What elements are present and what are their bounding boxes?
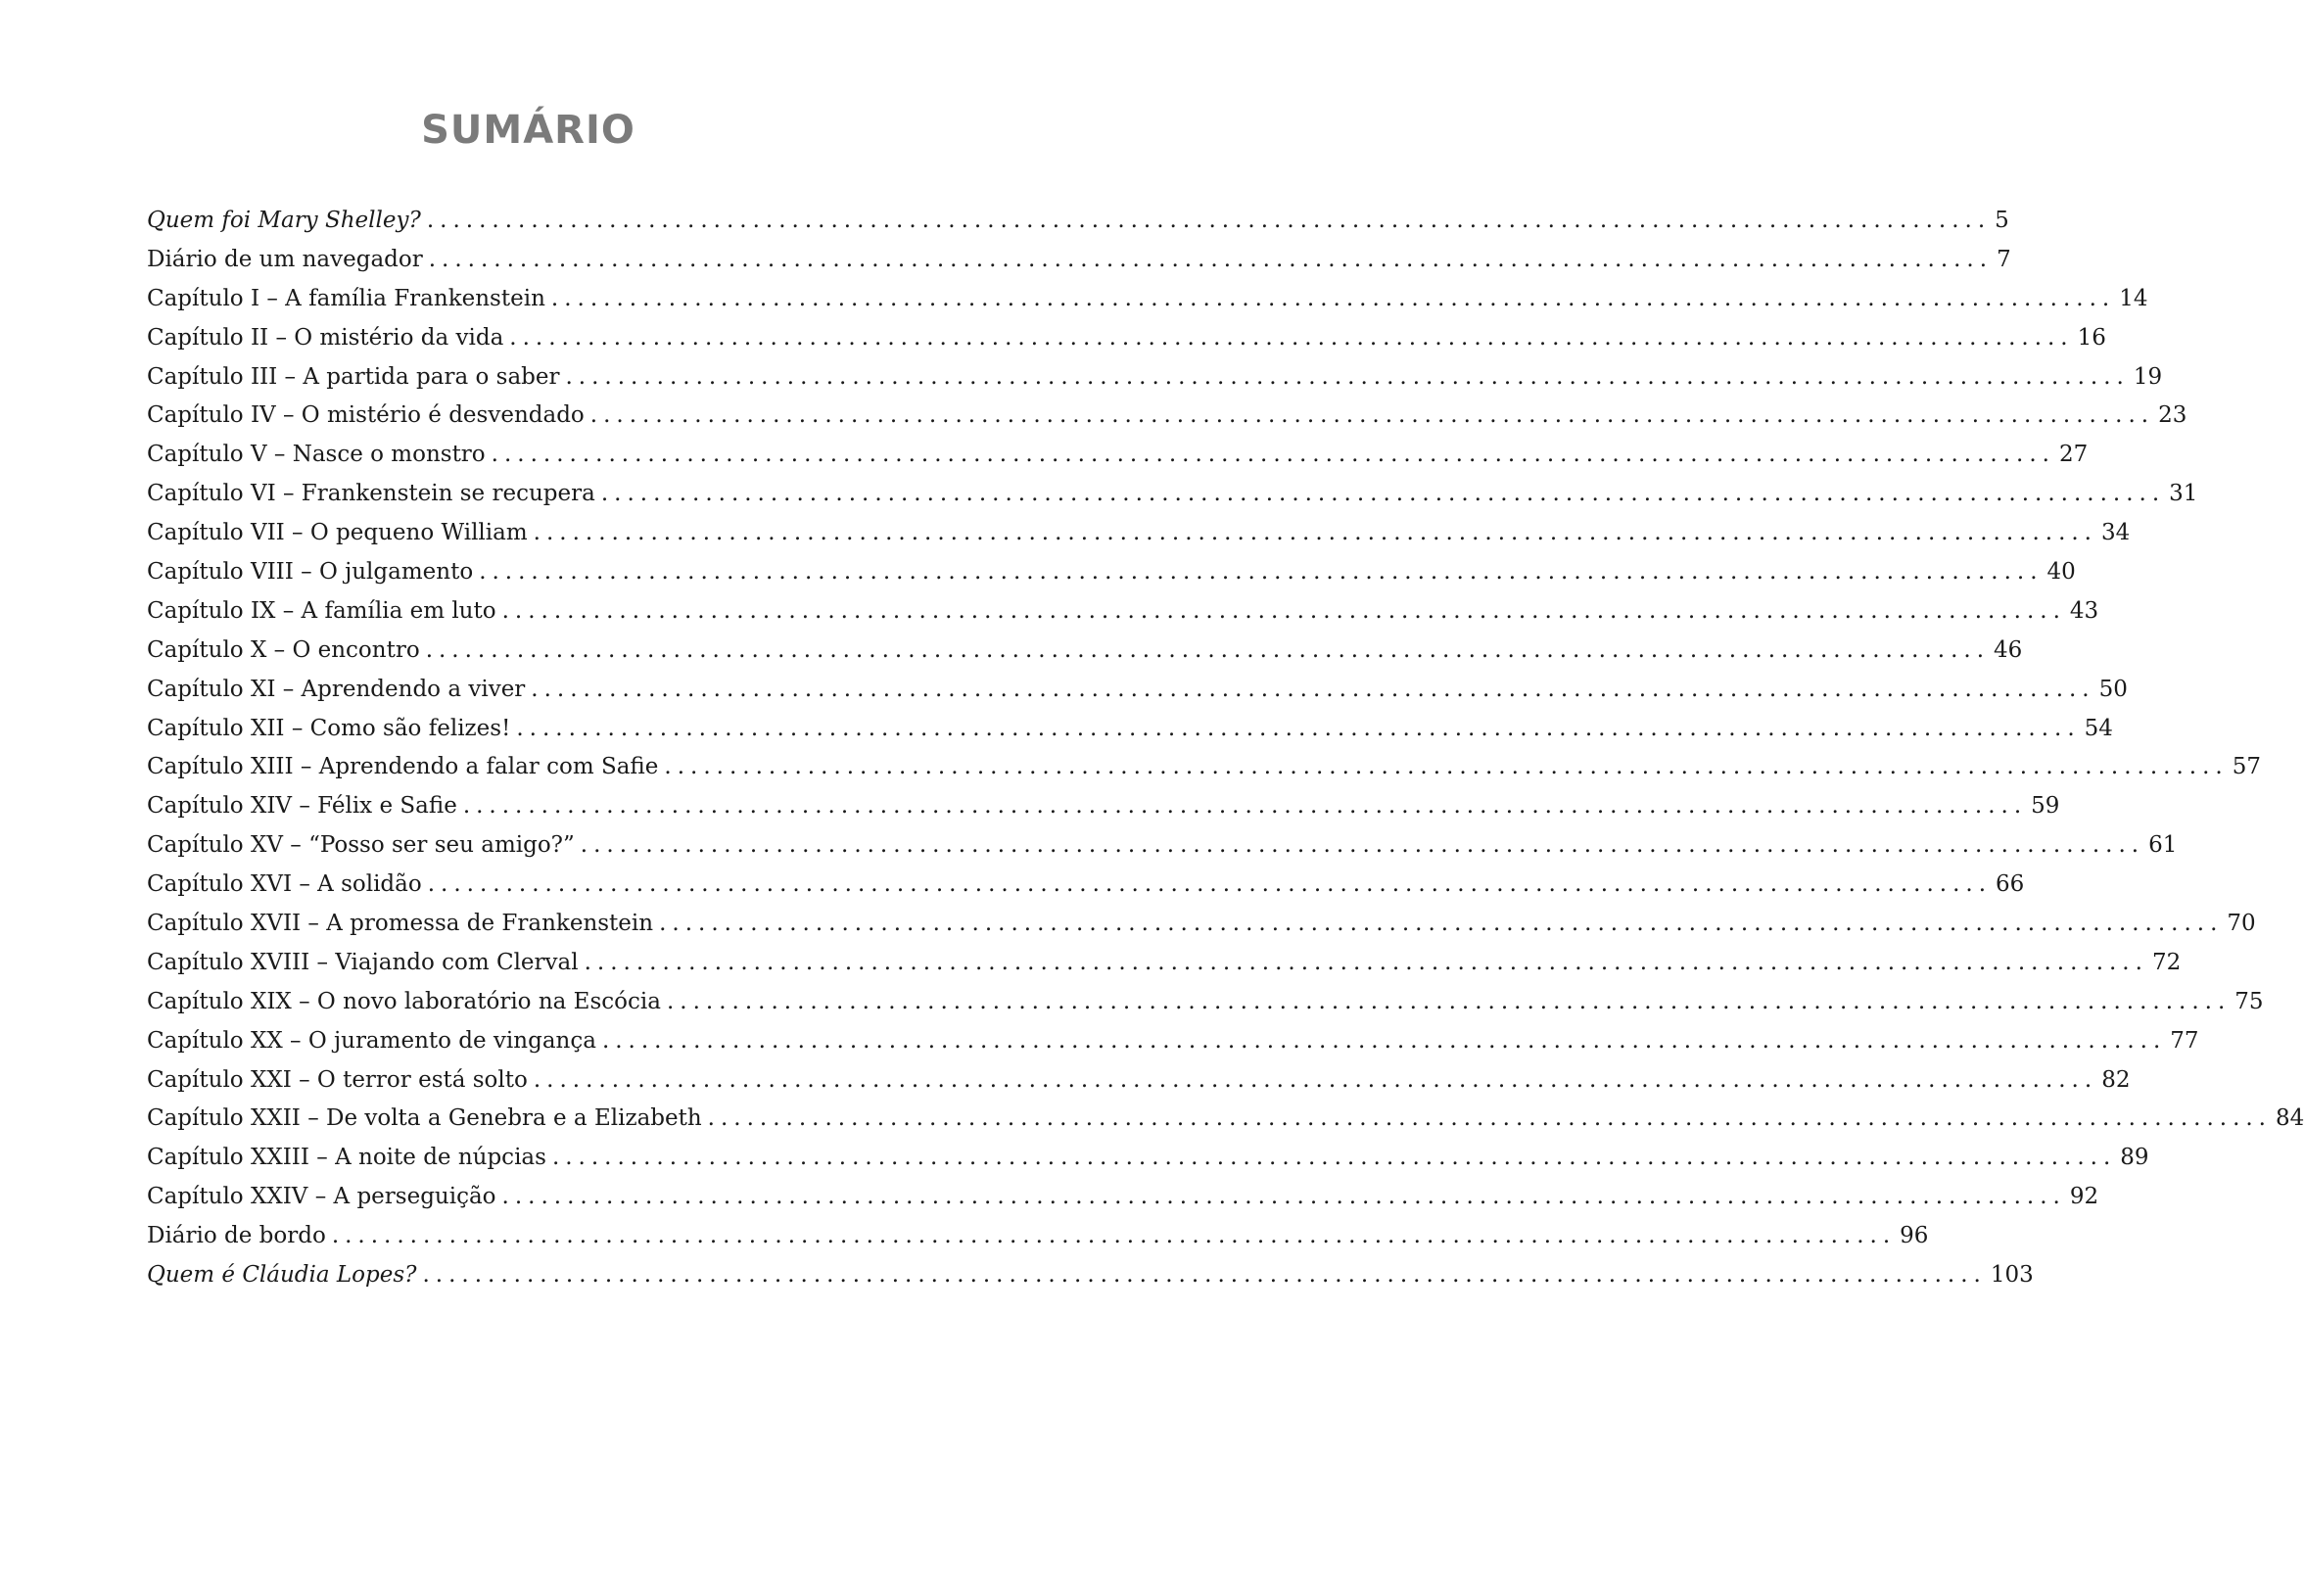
toc-entry: [147, 949, 2182, 989]
toc-entry: [147, 676, 2128, 716]
toc-entry-title: Capítulo I – A família Frankenstein: [147, 285, 545, 311]
toc-entry-title: Capítulo XXII – De volta a Genebra e a Elizabeth: [147, 1105, 702, 1132]
toc-dot-leader: ........................................................................................................................: [666, 988, 2232, 1014]
toc-dot-leader: ........................................................................................................................: [426, 208, 1992, 233]
toc-dot-leader: ........................................................................................................................: [533, 1066, 2098, 1093]
toc-dot-leader: ........................................................................................................................: [331, 1223, 1897, 1249]
toc-entry-title: Capítulo XX – O juramento de vingança: [147, 1027, 596, 1054]
toc-dot-leader: ........................................................................................................................: [551, 1145, 2117, 1171]
toc-dot-leader: ........................................................................................................................: [580, 832, 2145, 859]
toc-dot-leader: ........................................................................................................................: [516, 715, 2081, 741]
toc-entry: [147, 559, 2076, 598]
toc-page-number: 66: [1996, 871, 2025, 898]
toc-dot-leader: ........................................................................................................................: [589, 402, 2155, 429]
toc-page-number: 103: [1990, 1262, 2034, 1289]
toc-entry-title: Capítulo III – A partida para o saber: [147, 363, 560, 390]
toc-entry-title: Capítulo X – O encontro: [147, 636, 420, 663]
toc-dot-leader: ........................................................................................................................: [601, 1027, 2167, 1054]
toc-entry-title: Capítulo XVIII – Viajando com Clerval: [147, 949, 579, 975]
toc-entry: [147, 1184, 2099, 1223]
toc-entry: [147, 246, 2011, 286]
toc-page-number: 31: [2169, 481, 2198, 507]
toc-entry: [147, 988, 2264, 1028]
toc-entry: [147, 402, 2187, 442]
toc-entry: [147, 1145, 2149, 1184]
toc-entry-title: Diário de um navegador: [147, 246, 423, 272]
toc-page-number: 70: [2227, 911, 2256, 937]
toc-page-number: 19: [2133, 363, 2163, 390]
toc-entry: [147, 285, 2148, 325]
toc-page-number: 61: [2148, 832, 2178, 859]
toc-entry: [147, 1105, 2304, 1145]
toc-entry-title: Capítulo XIV – Félix e Safie: [147, 793, 457, 820]
toc-entry-title: Capítulo XXIII – A noite de núpcias: [147, 1145, 546, 1171]
toc-page-number: 40: [2046, 559, 2076, 586]
toc-entry: [147, 832, 2178, 871]
toc-entry: [147, 754, 2261, 793]
toc-entry: [147, 1223, 1929, 1262]
toc-entry-title: Capítulo XII – Como são felizes!: [147, 715, 511, 741]
toc-dot-leader: ........................................................................................................................: [565, 363, 2130, 390]
toc-entry: [147, 911, 2256, 950]
toc-page-number: 72: [2151, 949, 2182, 975]
toc-page-number: 46: [1994, 636, 2023, 663]
toc-dot-leader: ........................................................................................................................: [501, 1184, 2066, 1210]
toc-entry: [147, 520, 2131, 559]
toc-entry: [147, 1027, 2199, 1067]
toc-dot-leader: ........................................................................................................................: [428, 246, 1994, 272]
toc-page-number: 16: [2077, 324, 2106, 351]
toc-page-number: 75: [2234, 988, 2264, 1014]
toc-entry: [147, 597, 2099, 637]
toc-entry-title: Capítulo II – O mistério da vida: [147, 324, 504, 351]
toc-entry: [147, 363, 2163, 403]
toc-entry: [147, 442, 2089, 481]
toc-page-number: 82: [2101, 1066, 2131, 1093]
toc-entry-title: Capítulo IV – O mistério é desvendado: [147, 402, 585, 429]
toc-page-number: 84: [2276, 1105, 2304, 1132]
toc-page-number: 27: [2058, 442, 2089, 468]
toc-dot-leader: ........................................................................................................................: [479, 559, 2044, 586]
toc-entry-title: Capítulo XVI – A solidão: [147, 871, 422, 898]
toc-dot-leader: ........................................................................................................................: [584, 949, 2148, 975]
toc-entry-title: Capítulo IX – A família em luto: [147, 597, 496, 624]
toc-entry-title: Capítulo XXI – O terror está solto: [147, 1066, 528, 1093]
toc-dot-leader: ........................................................................................................................: [509, 324, 2074, 351]
toc-dot-leader: ........................................................................................................................: [501, 597, 2066, 624]
toc-entry-title: Capítulo VIII – O julgamento: [147, 559, 474, 586]
toc-page-number: 92: [2069, 1184, 2099, 1210]
toc-entry-title: Diário de bordo: [147, 1223, 326, 1249]
toc-page-number: 59: [2031, 793, 2060, 820]
toc-dot-leader: ........................................................................................................................: [531, 676, 2095, 702]
toc-page-number: 7: [1997, 246, 2011, 272]
toc-entry-title: Capítulo XVII – A promessa de Frankenstein: [147, 911, 654, 937]
toc-dot-leader: ........................................................................................................................: [600, 481, 2166, 507]
toc-entry: [147, 481, 2198, 520]
table-of-contents: [147, 208, 2304, 1301]
toc-entry-title: Capítulo XV – “Posso ser seu amigo?”: [147, 832, 575, 859]
toc-entry: [147, 871, 2025, 911]
toc-entry-title: Quem é Cláudia Lopes?: [147, 1262, 417, 1289]
toc-page-number: 57: [2232, 754, 2261, 780]
toc-entry-title: Capítulo XI – Aprendendo a viver: [147, 676, 526, 702]
toc-entry: [147, 1066, 2131, 1106]
toc-dot-leader: ........................................................................................................................: [422, 1262, 1987, 1289]
toc-page-number: 34: [2101, 520, 2131, 546]
toc-entry-title: Quem foi Mary Shelley?: [147, 208, 421, 233]
toc-dot-leader: ........................................................................................................................: [462, 793, 2028, 820]
toc-entry-title: Capítulo VII – O pequeno William: [147, 520, 528, 546]
toc-dot-leader: ........................................................................................................................: [533, 520, 2097, 546]
toc-dot-leader: ........................................................................................................................: [425, 636, 1991, 663]
toc-page-number: 96: [1900, 1223, 1929, 1249]
toc-entry-title: Capítulo XIII – Aprendendo a falar com Safie: [147, 754, 659, 780]
toc-entry: [147, 208, 2009, 247]
toc-entry: [147, 636, 2023, 677]
page-title: SUMÁRIO: [421, 108, 635, 153]
toc-dot-leader: ........................................................................................................................: [664, 754, 2229, 780]
toc-entry-title: Capítulo V – Nasce o monstro: [147, 442, 486, 468]
toc-dot-leader: ........................................................................................................................: [707, 1105, 2272, 1132]
toc-page-number: 54: [2084, 715, 2113, 741]
toc-page-number: 5: [1995, 208, 2009, 233]
toc-entry: [147, 324, 2106, 364]
toc-entry: [147, 715, 2113, 755]
toc-dot-leader: ........................................................................................................................: [491, 442, 2055, 468]
toc-dot-leader: ........................................................................................................................: [550, 285, 2116, 311]
toc-entry-title: Capítulo VI – Frankenstein se recupera: [147, 481, 595, 507]
toc-dot-leader: ........................................................................................................................: [427, 871, 1993, 898]
toc-dot-leader: ........................................................................................................................: [659, 911, 2224, 937]
toc-page-number: 14: [2119, 285, 2148, 311]
toc-page-number: 43: [2069, 597, 2099, 624]
toc-entry: [147, 1262, 2034, 1301]
toc-entry: [147, 793, 2060, 832]
toc-entry-title: Capítulo XIX – O novo laboratório na Escócia: [147, 988, 661, 1014]
toc-page-number: 89: [2120, 1145, 2149, 1171]
toc-page-number: 50: [2098, 676, 2128, 702]
toc-page-number: 77: [2170, 1027, 2199, 1054]
toc-entry-title: Capítulo XXIV – A perseguição: [147, 1184, 496, 1210]
toc-page-number: 23: [2158, 402, 2187, 429]
